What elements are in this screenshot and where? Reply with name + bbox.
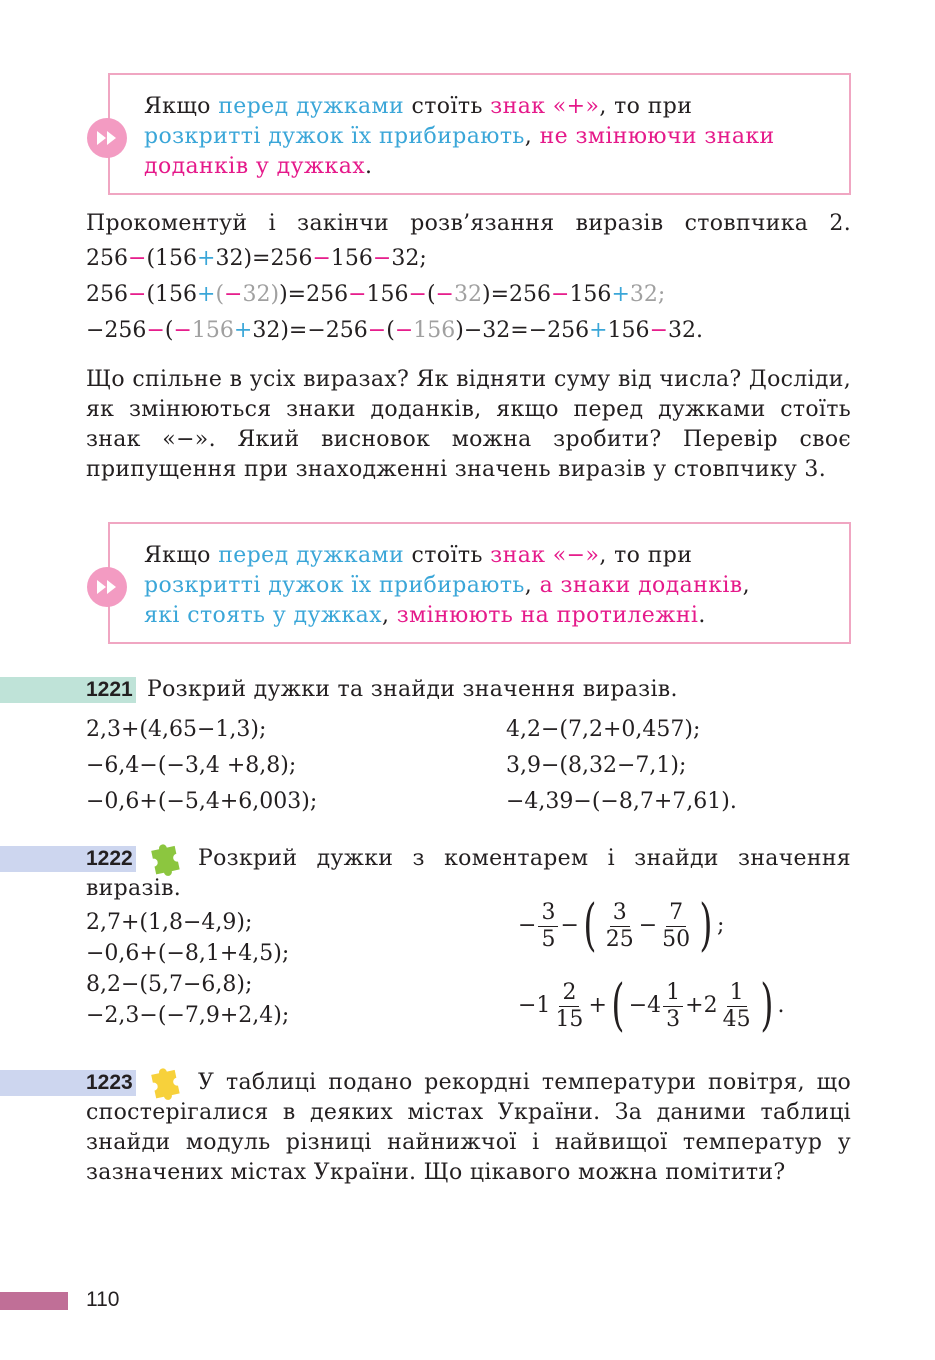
text-segment: 32)=256 bbox=[215, 246, 313, 271]
frac-numerator: 3 bbox=[610, 900, 630, 927]
text-segment: , bbox=[524, 573, 540, 598]
text-segment: 32 bbox=[453, 282, 482, 307]
fraction bbox=[552, 980, 586, 1033]
rule1-line2 bbox=[144, 122, 839, 152]
text-segment: 156 bbox=[607, 318, 650, 343]
page-number: 110 bbox=[86, 1288, 120, 1311]
exercise-task-1222-line1: Розкрий дужки з коментарем і знайди значення bbox=[198, 846, 851, 871]
frac2-whole-2: −4 bbox=[628, 993, 662, 1018]
text-segment: 156 bbox=[569, 282, 612, 307]
text-segment: 156 bbox=[366, 282, 409, 307]
text-segment: змінюють на протилежні bbox=[396, 603, 699, 628]
expr-1221-r1: 4,2−(7,2+0,457); bbox=[506, 717, 701, 742]
text-segment: (156 bbox=[146, 246, 198, 271]
paren-left: ( bbox=[611, 973, 625, 1038]
text-segment: + bbox=[197, 246, 216, 271]
fraction bbox=[663, 980, 683, 1033]
text-segment: , то при bbox=[599, 94, 693, 119]
text-segment: + bbox=[233, 318, 253, 343]
frac-denominator: 3 bbox=[666, 1006, 681, 1032]
text-segment: − bbox=[128, 246, 147, 271]
text-segment: − bbox=[649, 318, 668, 343]
frac2-tail: . bbox=[777, 993, 785, 1018]
frac-numerator: 3 bbox=[538, 900, 558, 927]
paren-right: ) bbox=[759, 973, 774, 1038]
text-segment: не змінюючи знаки bbox=[539, 124, 775, 149]
frac2-whole-1: −1 bbox=[518, 993, 551, 1018]
text-segment: ( bbox=[164, 318, 174, 343]
frac-denominator: 5 bbox=[541, 926, 556, 952]
expr-1222-l4: −2,3−(−7,9+2,4); bbox=[86, 1003, 290, 1028]
text-segment: − bbox=[146, 318, 165, 343]
text-segment: 256 bbox=[86, 246, 128, 271]
text-segment: , bbox=[524, 124, 540, 149]
text-segment: стоїть bbox=[404, 543, 491, 568]
text-segment: − bbox=[394, 318, 414, 343]
frac2-op2: + bbox=[685, 993, 704, 1018]
text-segment: + bbox=[589, 318, 608, 343]
text-segment: Якщо bbox=[144, 94, 219, 119]
text-segment: − bbox=[435, 282, 454, 307]
fraction bbox=[538, 900, 558, 953]
text-segment: )=256 bbox=[279, 282, 349, 307]
frac-numerator: 2 bbox=[559, 980, 579, 1007]
text-segment: 32) bbox=[242, 282, 280, 307]
rule2-line2 bbox=[144, 571, 839, 601]
fraction-expr-2 bbox=[518, 973, 784, 1039]
text-segment: 156 bbox=[413, 318, 456, 343]
text-segment: − bbox=[367, 318, 387, 343]
fraction-expr-1 bbox=[518, 893, 724, 959]
text-segment: − bbox=[551, 282, 570, 307]
text-segment: + bbox=[611, 282, 630, 307]
text-segment: )−32=−256 bbox=[455, 318, 590, 343]
frac-denominator: 45 bbox=[722, 1006, 751, 1032]
text-segment: доданків у дужках bbox=[144, 154, 366, 179]
paren-right: ) bbox=[699, 893, 713, 958]
rule2-line1 bbox=[144, 541, 839, 571]
text-segment: , bbox=[742, 573, 750, 598]
text-segment: , bbox=[381, 603, 397, 628]
frac2-whole-3: 2 bbox=[703, 993, 718, 1018]
text-segment: 256 bbox=[86, 282, 128, 307]
frac-denominator: 50 bbox=[662, 926, 691, 952]
frac1-op: − bbox=[638, 913, 658, 938]
exercise-task-1222-line2: виразів. bbox=[86, 876, 182, 901]
intro-text: Прокоментуй і закінчи розв’язання виразів стовпчика 2. bbox=[86, 211, 851, 236]
text-segment: які стоять у дужках bbox=[144, 603, 382, 628]
text-segment: ( bbox=[215, 282, 225, 307]
fraction bbox=[659, 900, 693, 953]
footer-bar bbox=[0, 1292, 68, 1310]
text-segment: (156 bbox=[146, 282, 198, 307]
text-segment: −256 bbox=[86, 318, 147, 343]
exercise-number-1222: 1222 bbox=[86, 847, 133, 870]
expr-1221-l1: 2,3+(4,65−1,3); bbox=[86, 717, 267, 742]
text-segment: 156 bbox=[191, 318, 234, 343]
text-segment: − bbox=[224, 282, 243, 307]
text-segment: 32. bbox=[668, 318, 703, 343]
text-segment: ( bbox=[386, 318, 395, 343]
text-segment: , то при bbox=[599, 543, 693, 568]
expr-1222-l1: 2,7+(1,8−4,9); bbox=[86, 910, 253, 935]
expr-1222-l3: 8,2−(5,7−6,8); bbox=[86, 972, 253, 997]
rule-text-minus bbox=[144, 541, 839, 631]
exercise-number-1223: 1223 bbox=[86, 1071, 133, 1094]
exercise-task-1223: У таблиці подано рекордні температури повітря, що спостерігалися в деяких містах України. За даними таблиці знайди модуль різниці найнижчої і найвищої температур у зазначених містах України. Що цікавого можна помітити? bbox=[86, 1070, 851, 1185]
paren-left: ( bbox=[583, 893, 597, 958]
text-segment: . bbox=[365, 154, 373, 179]
text-segment: стоїть bbox=[404, 94, 491, 119]
text-segment: )=256 bbox=[481, 282, 551, 307]
frac1-lead: − bbox=[518, 913, 537, 938]
expr-1221-l2: −6,4−(−3,4 +8,8); bbox=[86, 753, 297, 778]
expr-line-1 bbox=[86, 244, 427, 274]
expr-line-2 bbox=[86, 280, 665, 310]
double-arrow-icon bbox=[87, 567, 127, 607]
rule1-line3 bbox=[144, 152, 839, 182]
text-segment: − bbox=[408, 282, 427, 307]
expr-1221-r2: 3,9−(8,32−7,1); bbox=[506, 753, 687, 778]
text-segment: − bbox=[372, 246, 392, 271]
text-segment: 32; bbox=[391, 246, 427, 271]
question-text: Що спільне в усіх виразах? Як відняти суму від числа? Досліди, як змінюються знаки доданків, якщо перед дужками стоїть знак «−». Який висновок можна зробити? Перевір своє припущення при знаходженні значень виразів у стовпчику 3. bbox=[86, 367, 851, 482]
text-segment: а знаки доданків bbox=[539, 573, 743, 598]
fraction bbox=[720, 980, 754, 1033]
text-segment: знак «+» bbox=[490, 94, 600, 119]
frac2-op1: + bbox=[588, 993, 607, 1018]
text-segment: розкритті дужок їх прибирають bbox=[144, 573, 525, 598]
text-segment: − bbox=[173, 318, 192, 343]
double-arrow-icon bbox=[87, 118, 127, 158]
text-segment: ( bbox=[426, 282, 436, 307]
rule2-line3 bbox=[144, 601, 839, 631]
expr-1221-r3: −4,39−(−8,7+7,61). bbox=[506, 789, 737, 814]
expr-1221-l3: −0,6+(−5,4+6,003); bbox=[86, 789, 318, 814]
text-segment: перед дужками bbox=[218, 543, 405, 568]
frac-numerator: 1 bbox=[663, 980, 683, 1007]
rule1-line1 bbox=[144, 92, 839, 122]
text-segment: 156 bbox=[330, 246, 373, 271]
text-segment: знак «−» bbox=[490, 543, 600, 568]
frac1-tail: ; bbox=[717, 913, 725, 938]
exercise-number-1221: 1221 bbox=[86, 678, 133, 701]
frac1-mid: − bbox=[560, 913, 579, 938]
text-segment: Якщо bbox=[144, 543, 219, 568]
expr-line-3 bbox=[86, 316, 703, 346]
frac-numerator: 1 bbox=[727, 980, 747, 1007]
text-segment: розкритті дужок їх прибирають bbox=[144, 124, 525, 149]
text-segment: − bbox=[128, 282, 147, 307]
text-segment: + bbox=[197, 282, 216, 307]
frac-denominator: 15 bbox=[555, 1006, 584, 1032]
text-segment: 32)=−256 bbox=[252, 318, 368, 343]
exercise-task-1221: Розкрий дужки та знайди значення виразів. bbox=[147, 677, 678, 702]
frac-denominator: 25 bbox=[605, 926, 634, 952]
text-segment: перед дужками bbox=[218, 94, 405, 119]
rule-text-plus bbox=[144, 92, 839, 182]
fraction bbox=[603, 900, 637, 953]
expr-1222-l2: −0,6+(−8,1+4,5); bbox=[86, 941, 290, 966]
frac-numerator: 7 bbox=[666, 900, 686, 927]
text-segment: 32; bbox=[629, 282, 666, 307]
text-segment: . bbox=[698, 603, 706, 628]
text-segment: − bbox=[348, 282, 367, 307]
text-segment: − bbox=[312, 246, 331, 271]
